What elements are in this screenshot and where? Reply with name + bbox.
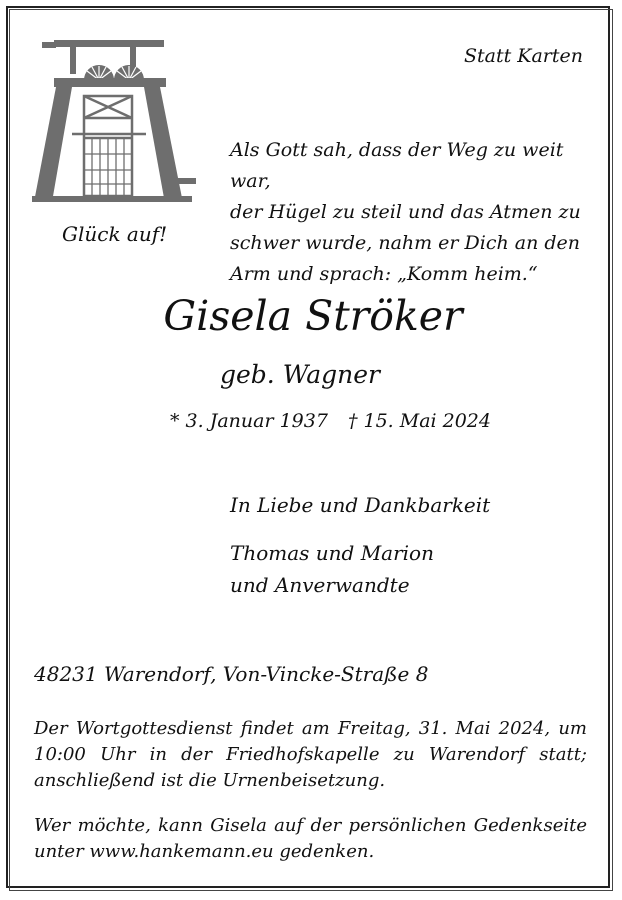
service-line: anschließend ist die Urnenbeisetzung. [34,770,386,791]
poem-line: Arm und sprach: „Komm heim.“ [230,263,538,285]
poem-line: schwer wurde, nahm er Dich an den [230,232,581,254]
poem [230,135,600,290]
mourner-line: und Anverwandte [230,573,410,597]
poem-line: Als Gott sah, dass der Weg zu weit war, [230,139,564,192]
address: 48231 Warendorf, Von-Vincke-Straße 8 [34,662,429,686]
service-notice [34,716,587,794]
emblem-caption: Glück auf! [62,222,168,246]
service-line: 10:00 Uhr in der Friedhofskapelle zu Warendorf statt; [34,744,587,765]
life-dates [170,410,511,432]
service-line: Der Wortgottesdienst findet am Freitag, 31. Mai 2024, um [34,718,587,739]
birth-date: * 3. Januar 1937 [170,410,328,432]
maiden-name: geb. Wagner [220,360,380,389]
death-date: † 15. Mai 2024 [347,410,491,432]
mine-headframe-icon [32,38,200,204]
memorial-notice [34,813,587,865]
poem-line: der Hügel zu steil und das Atmen zu [230,201,581,223]
closing-phrase: In Liebe und Dankbarkeit [230,493,491,517]
memorial-line: unter www.hankemann.eu gedenken. [34,841,375,862]
mourner-line: Thomas und Marion [230,541,434,565]
header-note: Statt Karten [464,45,584,67]
memorial-line: Wer möchte, kann Gisela auf der persönlichen Gedenkseite [34,815,587,836]
mourners [230,537,560,601]
deceased-name: Gisela Ströker [163,292,463,340]
